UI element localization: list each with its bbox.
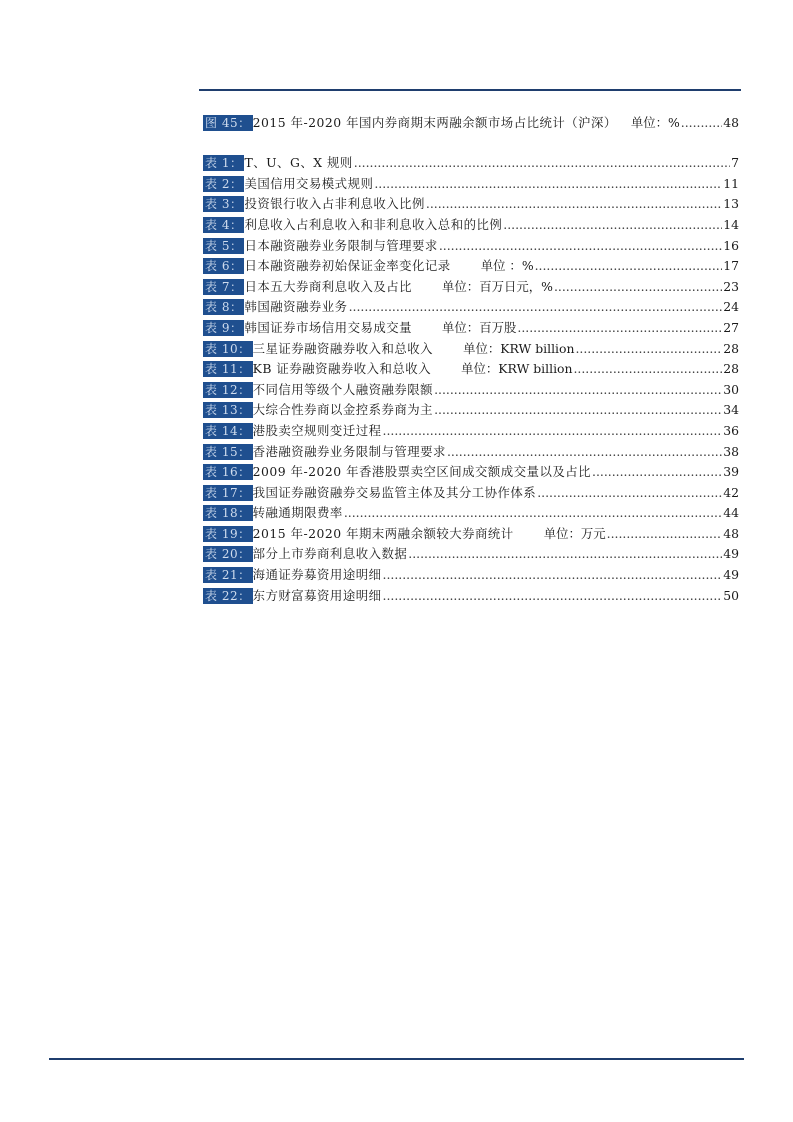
leader-dots xyxy=(434,382,722,398)
entry-title: 日本五大券商利息收入及占比 xyxy=(244,278,413,294)
entry-title: 2015 年-2020 年期末两融余额较大券商统计 xyxy=(252,525,514,541)
entry-title: 2015 年-2020 年国内券商期末两融余额市场占比统计（沪深） xyxy=(252,114,617,130)
entry-tag: 表 17： xyxy=(205,485,251,500)
entry-tag: 表 22： xyxy=(205,588,251,603)
leader-dots xyxy=(503,217,722,233)
leader-dots xyxy=(354,155,730,171)
entry-page: 36 xyxy=(723,422,739,438)
toc-entry-table-15[interactable] xyxy=(203,439,739,460)
entry-title: 转融通期限费率 xyxy=(252,505,343,521)
entry-page: 50 xyxy=(723,587,739,603)
entry-page: 27 xyxy=(723,319,739,335)
entry-page: 34 xyxy=(723,402,739,418)
entry-page: 7 xyxy=(731,155,739,171)
entry-tag: 表 10： xyxy=(205,341,251,356)
entry-page: 13 xyxy=(723,196,739,212)
leader-dots xyxy=(439,238,722,254)
leader-dots xyxy=(408,546,722,562)
toc-entry-table-13[interactable] xyxy=(203,398,739,419)
entry-tag: 表 1： xyxy=(205,156,243,171)
entry-tag: 表 15： xyxy=(205,444,251,459)
toc-entry-table-19[interactable] xyxy=(203,521,739,542)
entry-tag: 表 5： xyxy=(205,238,243,253)
entry-unit: 单位：百万股 xyxy=(442,319,517,335)
toc-entry-table-2[interactable] xyxy=(203,171,739,192)
leader-dots xyxy=(681,115,722,131)
entry-title: 大综合性券商以金控系券商为主 xyxy=(252,402,434,418)
entry-tag: 表 3： xyxy=(205,197,243,212)
leader-dots xyxy=(434,402,722,418)
toc-entry-table-21[interactable] xyxy=(203,562,739,583)
entry-tag: 图 45： xyxy=(205,115,251,130)
entry-tag: 表 21： xyxy=(205,568,251,583)
entry-title: 部分上市券商利息收入数据 xyxy=(252,546,408,562)
entry-tag: 表 9： xyxy=(205,320,243,335)
toc-entry-table-16[interactable] xyxy=(203,460,739,481)
entry-page: 24 xyxy=(723,299,739,315)
entry-page: 42 xyxy=(723,484,739,500)
entry-title: 港股卖空规则变迁过程 xyxy=(252,422,382,438)
toc-entry-table-5[interactable] xyxy=(203,233,739,254)
leader-dots xyxy=(344,505,722,521)
toc-entry-figure-45[interactable] xyxy=(203,110,739,131)
toc-entry-table-1[interactable] xyxy=(203,151,739,172)
toc-entry-table-20[interactable] xyxy=(203,542,739,563)
footer-rule xyxy=(49,1058,744,1060)
entry-title: 投资银行收入占非利息收入比例 xyxy=(244,196,425,212)
entry-title: 2009 年-2020 年香港股票卖空区间成交额成交量以及占比 xyxy=(252,464,592,480)
toc-entry-table-11[interactable] xyxy=(203,357,739,378)
toc-entry-table-18[interactable] xyxy=(203,501,739,522)
leader-dots xyxy=(575,341,722,357)
entry-page: 14 xyxy=(723,216,739,232)
toc-entry-table-22[interactable] xyxy=(203,583,739,604)
toc-entry-table-14[interactable] xyxy=(203,418,739,439)
entry-tag: 表 16： xyxy=(205,465,251,480)
leader-dots xyxy=(383,567,723,583)
entry-tag: 表 11： xyxy=(205,362,251,377)
entry-title: 美国信用交易模式规则 xyxy=(244,175,374,191)
entry-page: 16 xyxy=(723,237,739,253)
leader-dots xyxy=(535,258,723,274)
entry-title: 我国证券融资融券交易监管主体及其分工协作体系 xyxy=(252,484,537,500)
toc-entry-table-7[interactable] xyxy=(203,274,739,295)
entry-unit: 单位：% xyxy=(630,114,680,130)
leader-dots xyxy=(426,196,722,212)
entry-page: 48 xyxy=(723,525,739,541)
entry-title: 三星证券融资融券收入和总收入 xyxy=(252,340,434,356)
entry-title: KB 证券融资融券收入和总收入 xyxy=(252,361,432,377)
leader-dots xyxy=(349,299,723,315)
entry-page: 28 xyxy=(723,340,739,356)
leader-dots xyxy=(447,444,722,460)
leader-dots xyxy=(607,526,723,542)
leader-dots xyxy=(573,361,722,377)
entry-page: 48 xyxy=(723,114,739,130)
leader-dots xyxy=(383,588,723,604)
entry-page: 49 xyxy=(723,567,739,583)
leader-dots xyxy=(554,279,722,295)
toc-entry-table-4[interactable] xyxy=(203,212,739,233)
entry-page: 49 xyxy=(723,546,739,562)
entry-title: 利息收入占利息收入和非利息收入总和的比例 xyxy=(244,216,503,232)
entry-unit: 单位：百万日元，% xyxy=(442,278,553,294)
leader-dots xyxy=(537,485,722,501)
entry-tag: 表 7： xyxy=(205,279,243,294)
toc-entry-table-3[interactable] xyxy=(203,192,739,213)
toc-entry-table-8[interactable] xyxy=(203,295,739,316)
entry-unit: 单位：KRW billion xyxy=(463,340,575,356)
entry-unit: 单位：万元 xyxy=(543,525,606,541)
entry-title: 不同信用等级个人融资融券限额 xyxy=(252,381,434,397)
entry-tag: 表 6： xyxy=(205,259,243,274)
entry-title: 日本融资融券初始保证金率变化记录 xyxy=(244,258,451,274)
entry-unit: 单位 ：% xyxy=(480,258,534,274)
entry-title: 海通证券募资用途明细 xyxy=(252,567,382,583)
entry-page: 23 xyxy=(723,278,739,294)
entry-tag: 表 20： xyxy=(205,547,251,562)
entry-title: 香港融资融券业务限制与管理要求 xyxy=(252,443,446,459)
leader-dots xyxy=(374,176,722,192)
entry-tag: 表 8： xyxy=(205,300,243,315)
entry-title: 日本融资融券业务限制与管理要求 xyxy=(244,237,438,253)
entry-page: 30 xyxy=(723,381,739,397)
entry-title: 东方财富募资用途明细 xyxy=(252,587,382,603)
entry-page: 39 xyxy=(723,464,739,480)
toc-entry-table-6[interactable] xyxy=(203,254,739,275)
toc-entry-table-12[interactable] xyxy=(203,377,739,398)
entry-tag: 表 13： xyxy=(205,403,251,418)
entry-tag: 表 18： xyxy=(205,506,251,521)
entry-title: T、U、G、X 规则 xyxy=(244,155,353,171)
entry-page: 38 xyxy=(723,443,739,459)
toc-entry-table-9[interactable] xyxy=(203,315,739,336)
toc-entry-table-10[interactable] xyxy=(203,336,739,357)
entry-title: 韩国证券市场信用交易成交量 xyxy=(244,319,413,335)
entry-tag: 表 2： xyxy=(205,176,243,191)
entry-tag: 表 4： xyxy=(205,217,243,232)
leader-dots xyxy=(517,320,722,336)
header-rule xyxy=(199,89,741,91)
table-of-contents xyxy=(203,110,739,604)
entry-title: 韩国融资融券业务 xyxy=(244,299,348,315)
leader-dots xyxy=(383,423,723,439)
toc-entry-table-17[interactable] xyxy=(203,480,739,501)
entry-page: 17 xyxy=(723,258,739,274)
entry-page: 28 xyxy=(723,361,739,377)
entry-tag: 表 12： xyxy=(205,382,251,397)
entry-page: 11 xyxy=(723,175,739,191)
entry-page: 44 xyxy=(723,505,739,521)
entry-tag: 表 19： xyxy=(205,526,251,541)
entry-unit: 单位：KRW billion xyxy=(461,361,573,377)
leader-dots xyxy=(592,464,722,480)
entry-tag: 表 14： xyxy=(205,423,251,438)
